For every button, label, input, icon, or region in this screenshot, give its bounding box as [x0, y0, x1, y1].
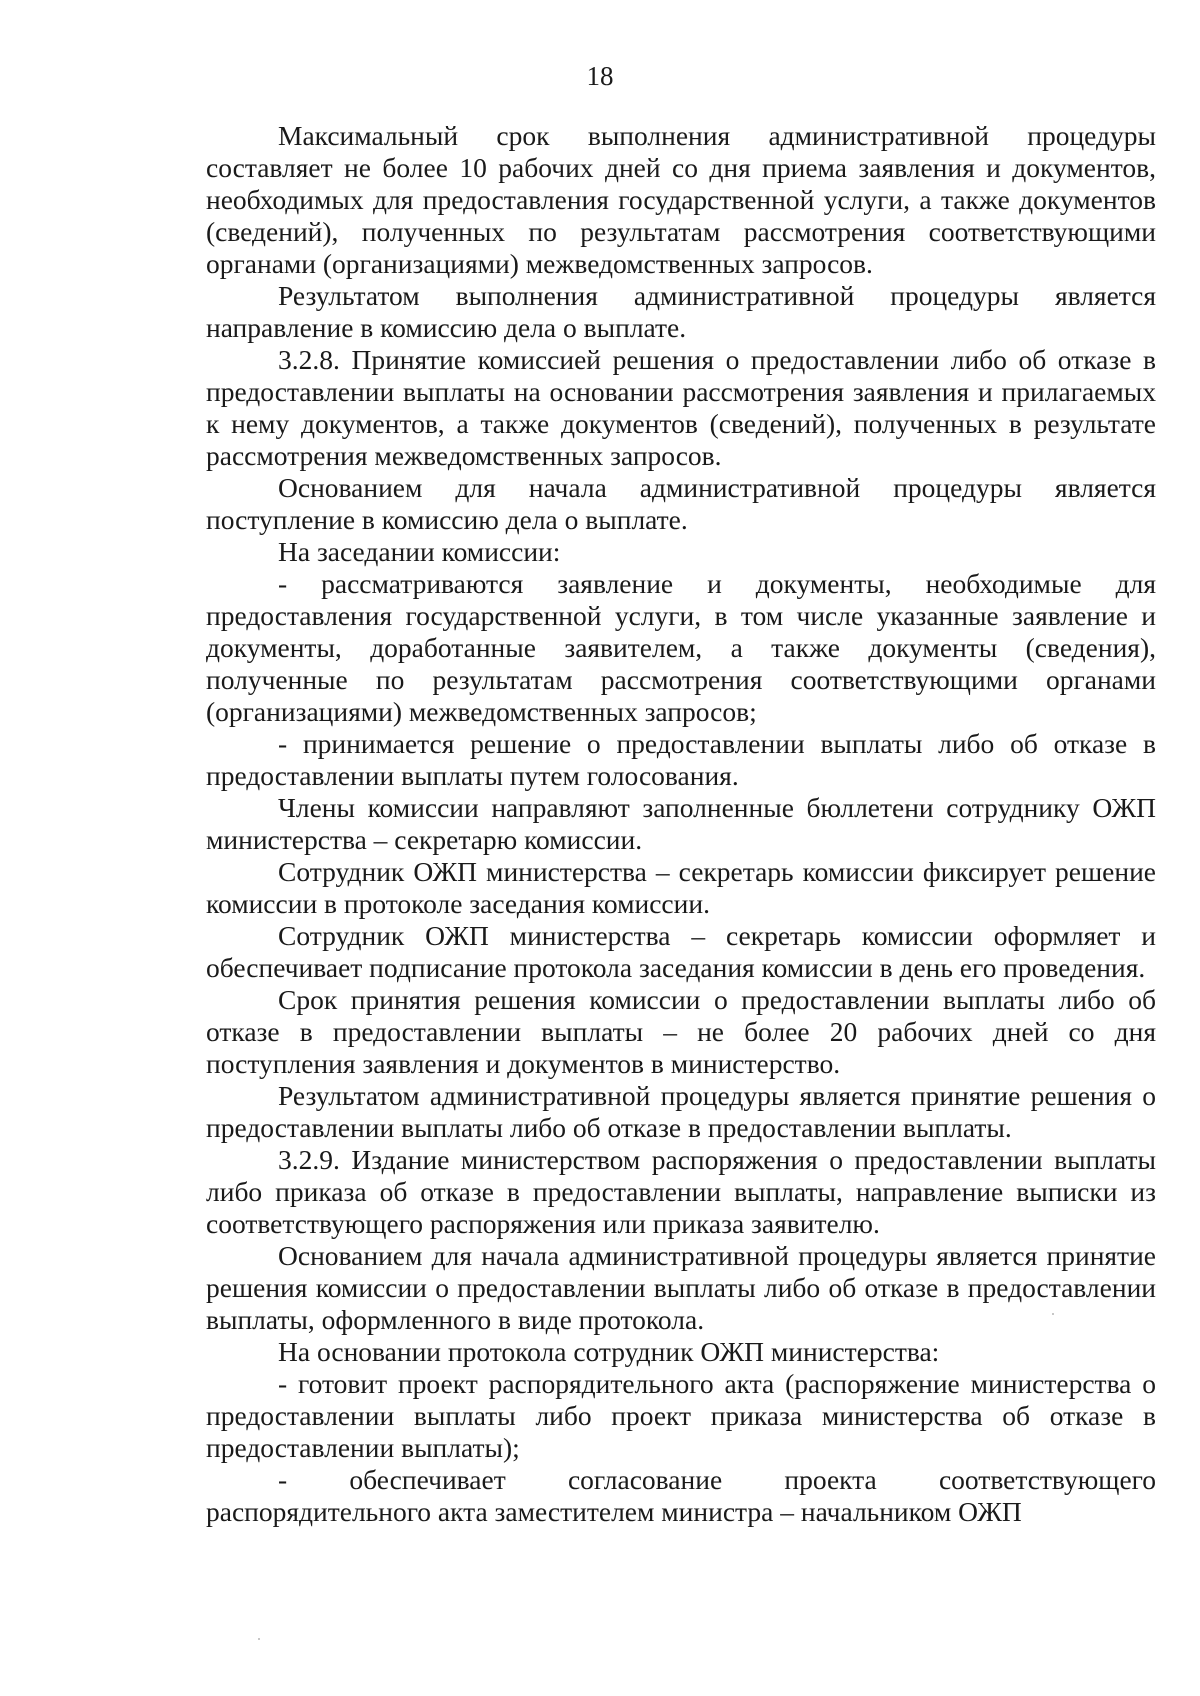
paragraph-decision-term: Срок принятия решения комиссии о предоставлении выплаты либо об отказе в предоставлении выплаты – не более 20 рабочих дней со дня поступления заявления и документов в министерство.: [206, 984, 1156, 1079]
list-item-review-documents: - рассматриваются заявление и документы, необходимые для предоставления государственной услуги, в том числе указанные заявление и документы, доработанные заявителем, а также документы (сведения), полученные по результатам рассмотрения соответствующими органами (организациями) межведомственных запросов;: [206, 568, 1156, 727]
paragraph-max-term: Максимальный срок выполнения административной процедуры составляет не более 10 рабочих дней со дня приема заявления и документов, необходимых для предоставления государственной услуги, а также документов (сведений), полученных по результатам рассмотрения соответствующими органами (организациями) межведомственных запросов.: [206, 120, 1156, 279]
paragraph-secretary-records: Сотрудник ОЖП министерства – секретарь комиссии фиксирует решение комиссии в протоколе заседания комиссии.: [206, 856, 1156, 919]
paragraph-ballots: Члены комиссии направляют заполненные бюллетени сотруднику ОЖП министерства – секретарю комиссии.: [206, 792, 1156, 855]
list-item-prepare-act: - готовит проект распорядительного акта (распоряжение министерства о предоставлении выплаты либо проект приказа министерства об отказе в предоставлении выплаты);: [206, 1368, 1156, 1463]
scan-speck: [1052, 1313, 1054, 1315]
section-heading-3-2-9: 3.2.9. Издание министерством распоряжения о предоставлении выплаты либо приказа об отказе в предоставлении выплаты, направление выписки из соответствующего распоряжения или приказа заявителю.: [206, 1144, 1156, 1239]
paragraph-basis-protocol: Основанием для начала административной процедуры является принятие решения комиссии о предоставлении выплаты либо об отказе в предоставлении выплаты, оформленного в виде протокола.: [206, 1240, 1156, 1335]
page-number: 18: [586, 61, 614, 91]
document-body: [206, 120, 1156, 1528]
list-item-approval: - обеспечивает согласование проекта соответствующего распорядительного акта заместителем министра – начальником ОЖП: [206, 1464, 1156, 1527]
paragraph-protocol-intro: На основании протокола сотрудник ОЖП министерства:: [278, 1336, 940, 1367]
paragraph-meeting-intro: На заседании комиссии:: [278, 536, 561, 567]
paragraph-secretary-signing: Сотрудник ОЖП министерства – секретарь комиссии оформляет и обеспечивает подписание протокола заседания комиссии в день его проведения.: [206, 920, 1156, 983]
paragraph-decision-result: Результатом административной процедуры является принятие решения о предоставлении выплаты либо об отказе в предоставлении выплаты.: [206, 1080, 1156, 1143]
paragraph-basis-start: Основанием для начала административной процедуры является поступление в комиссию дела о выплате.: [206, 472, 1156, 535]
section-heading-3-2-8: 3.2.8. Принятие комиссией решения о предоставлении либо об отказе в предоставлении выплаты на основании рассмотрения заявления и прилагаемых к нему документов, а также документов (сведений), полученных в результате рассмотрения межведомственных запросов.: [206, 344, 1156, 471]
scan-speck: [258, 1638, 260, 1640]
paragraph-result-referral: Результатом выполнения административной процедуры является направление в комиссию дела о выплате.: [206, 280, 1156, 343]
list-item-voting-decision: - принимается решение о предоставлении выплаты либо об отказе в предоставлении выплаты путем голосования.: [206, 728, 1156, 791]
